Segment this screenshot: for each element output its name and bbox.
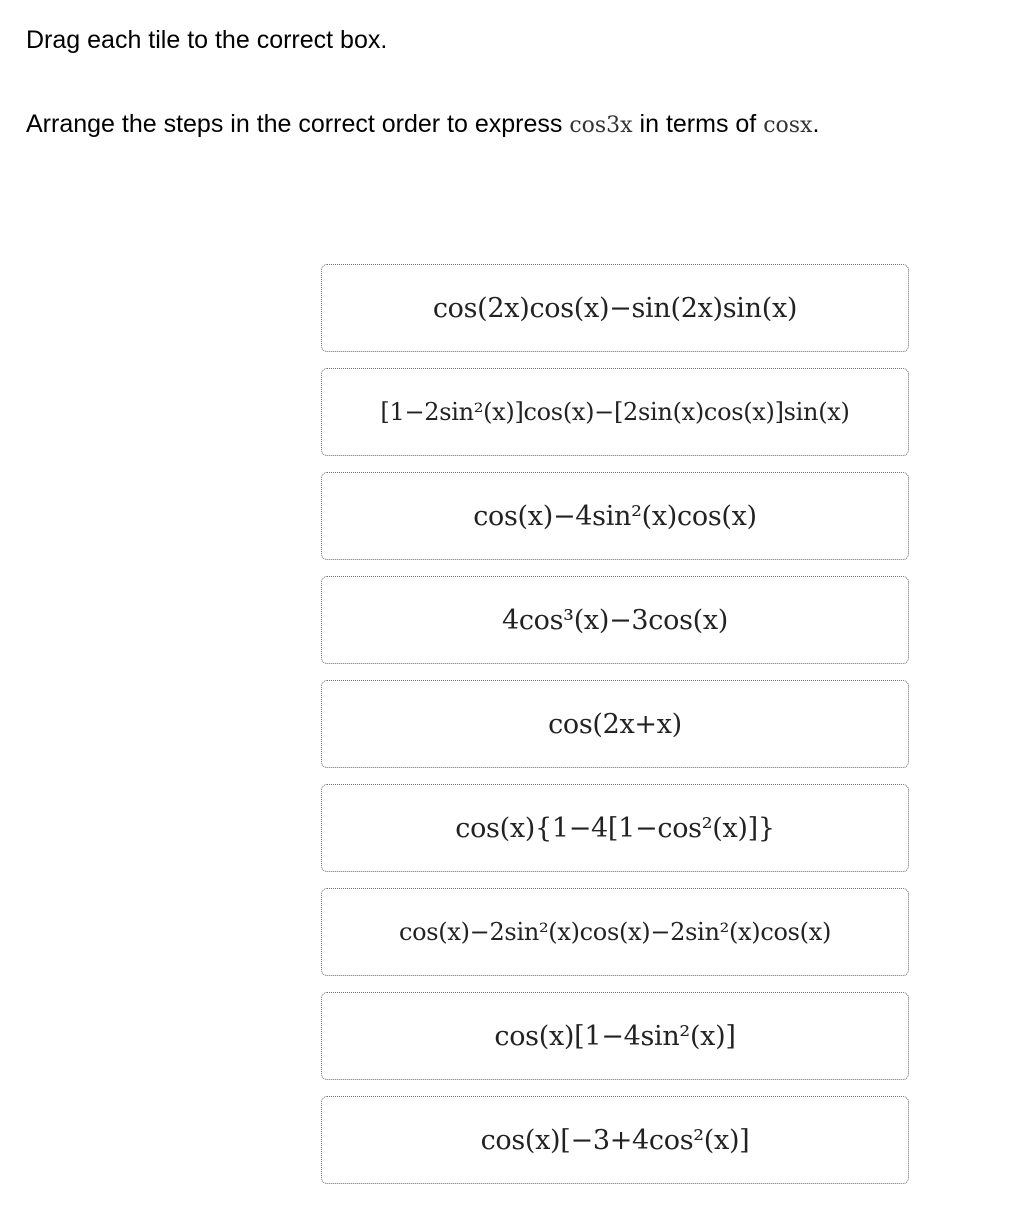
tile-expression: cos(2x)cos(x)−sin(2x)sin(x) (432, 292, 798, 324)
tile-expression: cos(x)[−3+4cos²(x)] (480, 1124, 750, 1156)
tile-expression: cos(x){1−4[1−cos²(x)]} (455, 812, 775, 844)
drag-tile[interactable] (321, 888, 909, 976)
task-instruction (26, 109, 819, 141)
drag-tile[interactable] (321, 576, 909, 664)
drag-tile[interactable] (321, 1096, 909, 1184)
base-expression: cosx (763, 113, 813, 138)
drag-tile[interactable] (321, 264, 909, 352)
tile-expression: cos(x)−2sin²(x)cos(x)−2sin²(x)cos(x) (398, 918, 832, 946)
drag-instruction: Drag each tile to the correct box. (26, 26, 388, 54)
tile-expression: cos(2x+x) (548, 708, 682, 740)
drag-tile[interactable] (321, 992, 909, 1080)
tile-expression: 4cos³(x)−3cos(x) (501, 604, 729, 636)
drag-tile[interactable] (321, 368, 909, 456)
task-instruction-text-middle: in terms of (632, 110, 764, 138)
task-instruction-text-start: Arrange the steps in the correct order to express (26, 110, 570, 138)
task-instruction-text-end: . (812, 110, 820, 138)
tile-expression: [1−2sin²(x)]cos(x)−[2sin(x)cos(x)]sin(x) (380, 398, 850, 426)
tile-expression: cos(x)[1−4sin²(x)] (494, 1020, 736, 1052)
tile-list (321, 264, 909, 1184)
target-expression: cos3x (569, 113, 633, 138)
tile-expression: cos(x)−4sin²(x)cos(x) (473, 500, 757, 532)
drag-tile[interactable] (321, 472, 909, 560)
drag-tile[interactable] (321, 784, 909, 872)
drag-tile[interactable] (321, 680, 909, 768)
